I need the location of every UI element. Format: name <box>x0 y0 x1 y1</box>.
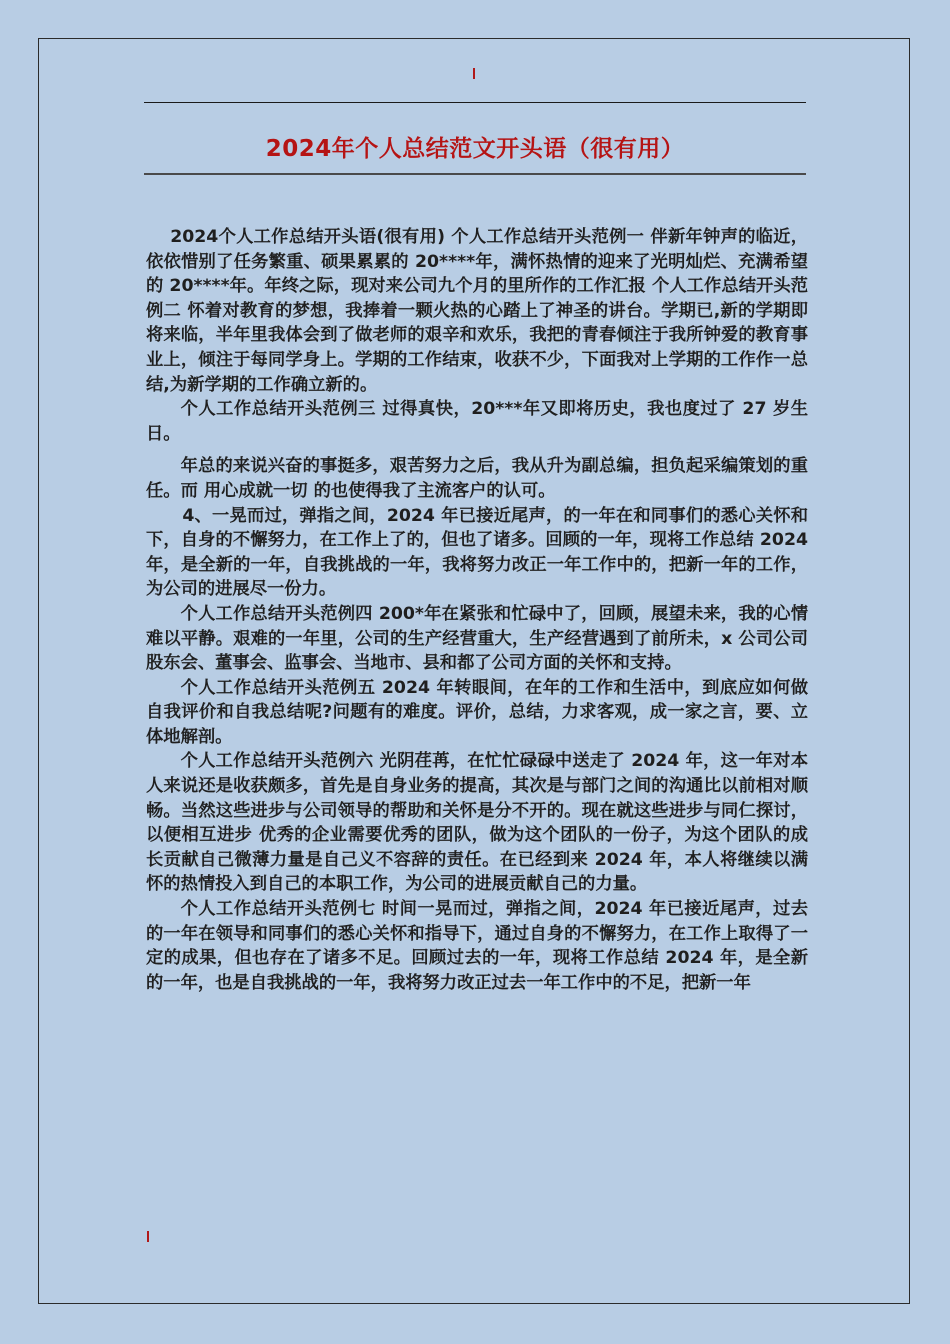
paragraph-3: 年总的来说兴奋的事挺多，艰苦努力之后，我从升为副总编，担负起采编策划的重任。而 用心成就一切 的也使得我了主流客户的认可。 <box>146 456 808 501</box>
title-underline <box>144 173 806 175</box>
paragraph-7: 个人工作总结开头范例六 光阴荏苒，在忙忙碌碌中送走了 2024 年，这一年对本人来说还是收获颇多，首先是自身业务的提高，其次是与部门之间的沟通比以前相对顺畅。当然这些进步与公司领导的帮助和关怀是分不开的。现在就这些进步与同仁探讨，以便相互进步 优秀的企业需要优秀的团队，做为这个团队的一份子，为这个团队的成长贡献自己微薄力量是自己义不容辞的责任。在已经到来 2024 年，本人将继续以满怀的热情投入到自己的本职工作，为公司的进展贡献自己的力量。 <box>146 751 808 895</box>
paragraph-2: 个人工作总结开头范例三 过得真快，20***年又即将历史，我也度过了 27 岁生日。 <box>146 399 808 444</box>
paragraph-5: 个人工作总结开头范例四 200*年在紧张和忙碌中了，回顾，展望未来，我的心情难以平静。艰难的一年里，公司的生产经营重大，生产经营遇到了前所未，x 公司公司股东会、董事会、监事会、当地市、县和都了公司方面的关怀和支持。 <box>146 603 808 674</box>
document-body <box>146 225 808 995</box>
footer-marker <box>147 1231 149 1242</box>
header-rule <box>144 102 806 103</box>
paragraph-6: 个人工作总结开头范例五 2024 年转眼间，在年的工作和生活中，到底应如何做自我评价和自我总结呢?问题有的难度。评价，总结，力求客观，成一家之言，要、立体地解剖。 <box>146 677 808 747</box>
paragraph-8: 个人工作总结开头范例七 时间一晃而过，弹指之间，2024 年已接近尾声，过去的一年在领导和同事们的悉心关怀和指导下，通过自身的不懈努力，在工作上取得了一定的成果，但也存在了诸多不足。回顾过去的一年，现将工作总结 2024 年，是全新的一年，也是自我挑战的一年，我将努力改正过去一年工作中的不足，把新一年 <box>146 899 808 993</box>
paragraph-4: 4、一晃而过，弹指之间，2024 年已接近尾声，的一年在和同事们的悉心关怀和下，自身的不懈努力，在工作上了的，但也了诸多。回顾的一年，现将工作总结 2024 年，是全新的一年，自我挑战的一年，我将努力改正一年工作中的，把新一年的工作，为公司的进展尽一份力。 <box>146 505 808 600</box>
paragraph-1: 2024个人工作总结开头语(很有用) 个人工作总结开头范例一 伴新年钟声的临近，依依惜别了任务繁重、硕果累累的 20****年，满怀热情的迎来了光明灿烂、充满希望的 20****年。年终之际，现对来公司九个月的里所作的工作汇报 个人工作总结开头范例二 怀着对教育的梦想，我捧着一颗火热的心踏上了神圣的讲台。学期已,新的学期即将来临，半年里我体会到了做老师的艰辛和欢乐，我把的青春倾注于我所钟爱的教育事业上，倾注于每同学身上。学期的工作结束，收获不少，下面我对上学期的工作作一总结,为新学期的工作确立新的。 <box>146 227 808 395</box>
document-title: 2024年个人总结范文开头语（很有用） <box>265 136 685 162</box>
header-marker <box>473 68 475 79</box>
